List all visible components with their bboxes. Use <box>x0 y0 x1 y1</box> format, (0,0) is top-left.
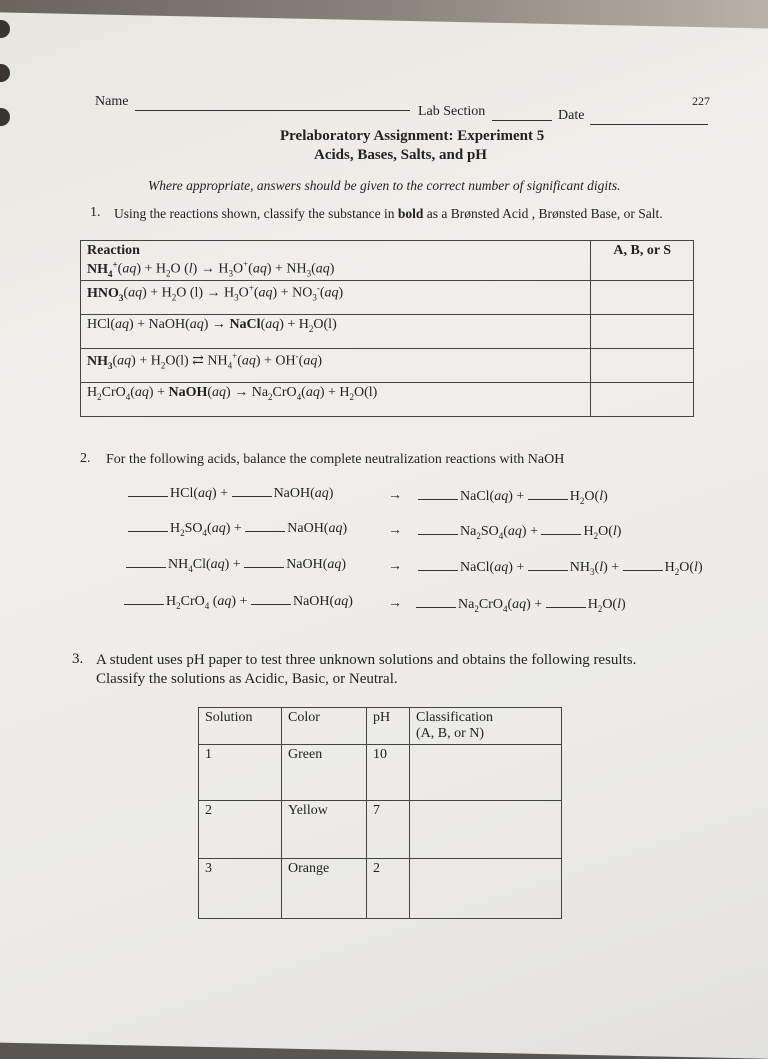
q1-text: Using the reactions shown, classify the substance in bold as a Brønsted Acid , Brønsted Base, or Salt. <box>114 206 663 221</box>
row-3-ph: 2 <box>367 859 410 919</box>
date-field-line[interactable] <box>590 124 708 125</box>
q2-products-1: NaCl(aq) + $H_2O(l)$ <box>418 489 608 506</box>
q2-equation-3: $NH_4Cl(aq)$ + NaOH(aq) <box>126 557 346 574</box>
q1-row-5-reaction: $H_2CrO_4(aq)$ + NaOH(aq) → $Na_2CrO_4(aq) + H_2O(l)$ <box>81 383 591 417</box>
q3-line2: Classify the solutions as Acidic, Basic, or Neutral. <box>96 671 398 687</box>
row-1-color: Green <box>282 745 367 801</box>
col-color-header: Color <box>282 708 367 745</box>
row-3-solution: 3 <box>199 859 282 919</box>
name-label: Name <box>95 94 129 109</box>
row-1-solution: 1 <box>199 745 282 801</box>
binder-hole <box>0 20 10 38</box>
col-reaction-header: Reaction <box>87 243 140 258</box>
page-number: 227 <box>692 94 710 108</box>
row-2-classification[interactable] <box>410 801 562 859</box>
row-2-ph: 7 <box>367 801 410 859</box>
q1-row-4-answer[interactable] <box>591 349 694 383</box>
q2-text: For the following acids, balance the complete neutralization reactions with NaOH <box>106 452 565 467</box>
lab-section-label: Lab Section <box>418 104 486 119</box>
q1-reaction-table <box>80 240 694 417</box>
q3-line1: A student uses pH paper to test three unknown solutions and obtains the following results. <box>96 652 637 668</box>
q2-products-3: NaCl(aq) + $NH_3(l) + H_2O(l)$ <box>418 560 703 577</box>
title-line2: Acids, Bases, Salts, and pH <box>314 147 487 163</box>
arrow-icon: → <box>388 488 402 503</box>
row-1-ph: 10 <box>367 745 410 801</box>
row-3-classification[interactable] <box>410 859 562 919</box>
q2-products-4: $Na_2CrO_4(aq) + H_2O(l)$ <box>416 597 626 614</box>
lab-section-field-line[interactable] <box>492 120 552 121</box>
q1-row-1-answer[interactable] <box>591 241 694 281</box>
q1-row-1-reaction: Reaction $NH_4^+(aq) + H_2O$ $(l) \to H_3O^+(aq) + NH_3(aq)$ <box>81 241 591 281</box>
binder-hole <box>0 64 10 82</box>
arrow-icon: → <box>388 559 402 574</box>
q1-row-3-answer[interactable] <box>591 315 694 349</box>
col-answer-header: A, B, or S <box>613 243 672 258</box>
q3-number: 3. <box>72 651 84 667</box>
arrow-icon: → <box>388 596 402 611</box>
binder-hole <box>0 108 10 126</box>
q2-equation-4: $H_2CrO_4$ (aq) + NaOH(aq) <box>124 594 353 611</box>
name-field-line[interactable] <box>135 110 410 111</box>
arrow-icon: → <box>388 523 402 538</box>
col-classification-header: Classification (A, B, or N) <box>410 708 562 745</box>
q2-number: 2. <box>80 451 91 466</box>
row-1-classification[interactable] <box>410 745 562 801</box>
q1-row-5-answer[interactable] <box>591 383 694 417</box>
row-3-color: Orange <box>282 859 367 919</box>
q1-number: 1. <box>90 205 101 220</box>
q1-row-2-reaction: $HNO_3(aq) + H_2O$ $(l) \to H_3O^+(aq) + NO_3^-(aq)$ <box>81 281 591 315</box>
instruction-text: Where appropriate, answers should be given to the correct number of significant digits. <box>148 178 621 193</box>
col-solution-header: Solution <box>199 708 282 745</box>
q1-row-2-answer[interactable] <box>591 281 694 315</box>
title-line1: Prelaboratory Assignment: Experiment 5 <box>280 128 545 144</box>
q2-equation-2: $H_2SO_4(aq)$ + NaOH(aq) <box>128 521 347 538</box>
q3-results-table <box>198 707 562 919</box>
q1-row-3-reaction: HCl(aq) + NaOH(aq) → NaCl(aq) + $H_2O(l)$ <box>81 315 591 349</box>
q2-equation-1: HCl(aq) + NaOH(aq) <box>128 486 333 502</box>
row-2-solution: 2 <box>199 801 282 859</box>
q2-products-2: $Na_2SO_4(aq) + H_2O(l)$ <box>418 524 621 541</box>
date-label: Date <box>558 108 585 123</box>
row-2-color: Yellow <box>282 801 367 859</box>
q1-row-4-reaction: $NH_3(aq) + H_2O(l)$ ⇄ $NH_4^+(aq) + OH^-(aq)$ <box>81 349 591 383</box>
col-ph-header: pH <box>367 708 410 745</box>
